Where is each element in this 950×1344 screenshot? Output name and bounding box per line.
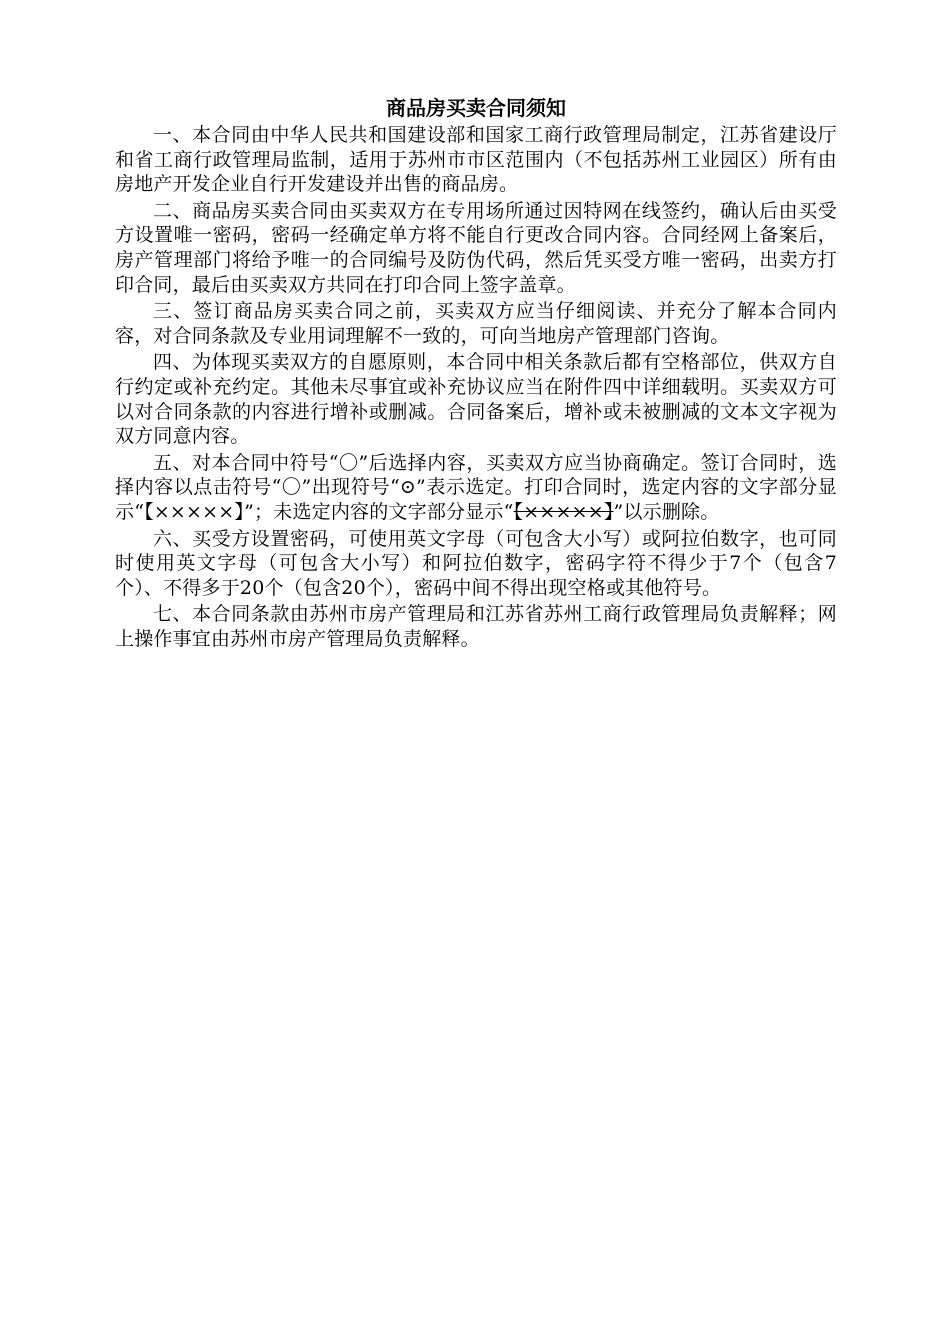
clause-1: 一、本合同由中华人民共和国建设部和国家工商行政管理局制定，江苏省建设厅和省工商行政管理局监制，适用于苏州市市区范围内（不包括苏州工业园区）所有由房地产开发企业自行开发建设并出售的商品房。 [115,124,837,196]
clause-6: 六、买受方设置密码，可使用英文字母（可包含大小写）或阿拉伯数字，也可同时使用英文字母（可包含大小写）和阿拉伯数字，密码字符不得少于7个（包含7个）、不得多于20个（包含20个），密码中间不得出现空格或其他符号。 [115,527,837,599]
clause-3: 三、签订商品房买卖合同之前，买卖双方应当仔细阅读、并充分了解本合同内容，对合同条款及专业用词理解不一致的，可向当地房产管理部门咨询。 [115,300,837,347]
clause-7: 七、本合同条款由苏州市房产管理局和江苏省苏州工商行政管理局负责解释；网上操作事宜由苏州市房产管理局负责解释。 [115,603,837,650]
clause-4: 四、为体现买卖双方的自愿原则，本合同中相关条款后都有空格部位，供双方自行约定或补充约定。其他未尽事宜或补充协议应当在附件四中详细载明。买卖双方可以对合同条款的内容进行增补或删减。合同备案后，增补或未被删减的文本文字视为双方同意内容。 [115,351,837,448]
clause-5-text: 五、对本合同中符号“〇”后选择内容，买卖双方应当协商确定。签订合同时，选择内容以点击符号“〇”出现符号“⊙”表示选定。打印合同时，选定内容的文字部分显示“【×××××】”；未选定内容的文字部分显示“ [115,451,837,523]
clause-5 [115,451,837,525]
page-title: 商品房买卖合同须知 [386,96,566,120]
clause-5-struck-example: 【×××××】 [513,500,614,523]
clause-2: 二、商品房买卖合同由买卖双方在专用场所通过因特网在线签约，确认后由买受方设置唯一密码，密码一经确定单方将不能自行更改合同内容。合同经网上备案后，房产管理部门将给予唯一的合同编号及防伪代码，然后凭买受方唯一密码，出卖方打印合同，最后由买卖双方共同在打印合同上签字盖章。 [115,199,837,296]
contract-notice-page [115,94,837,653]
clause-5-text-end: ”以示删除。 [613,500,720,523]
